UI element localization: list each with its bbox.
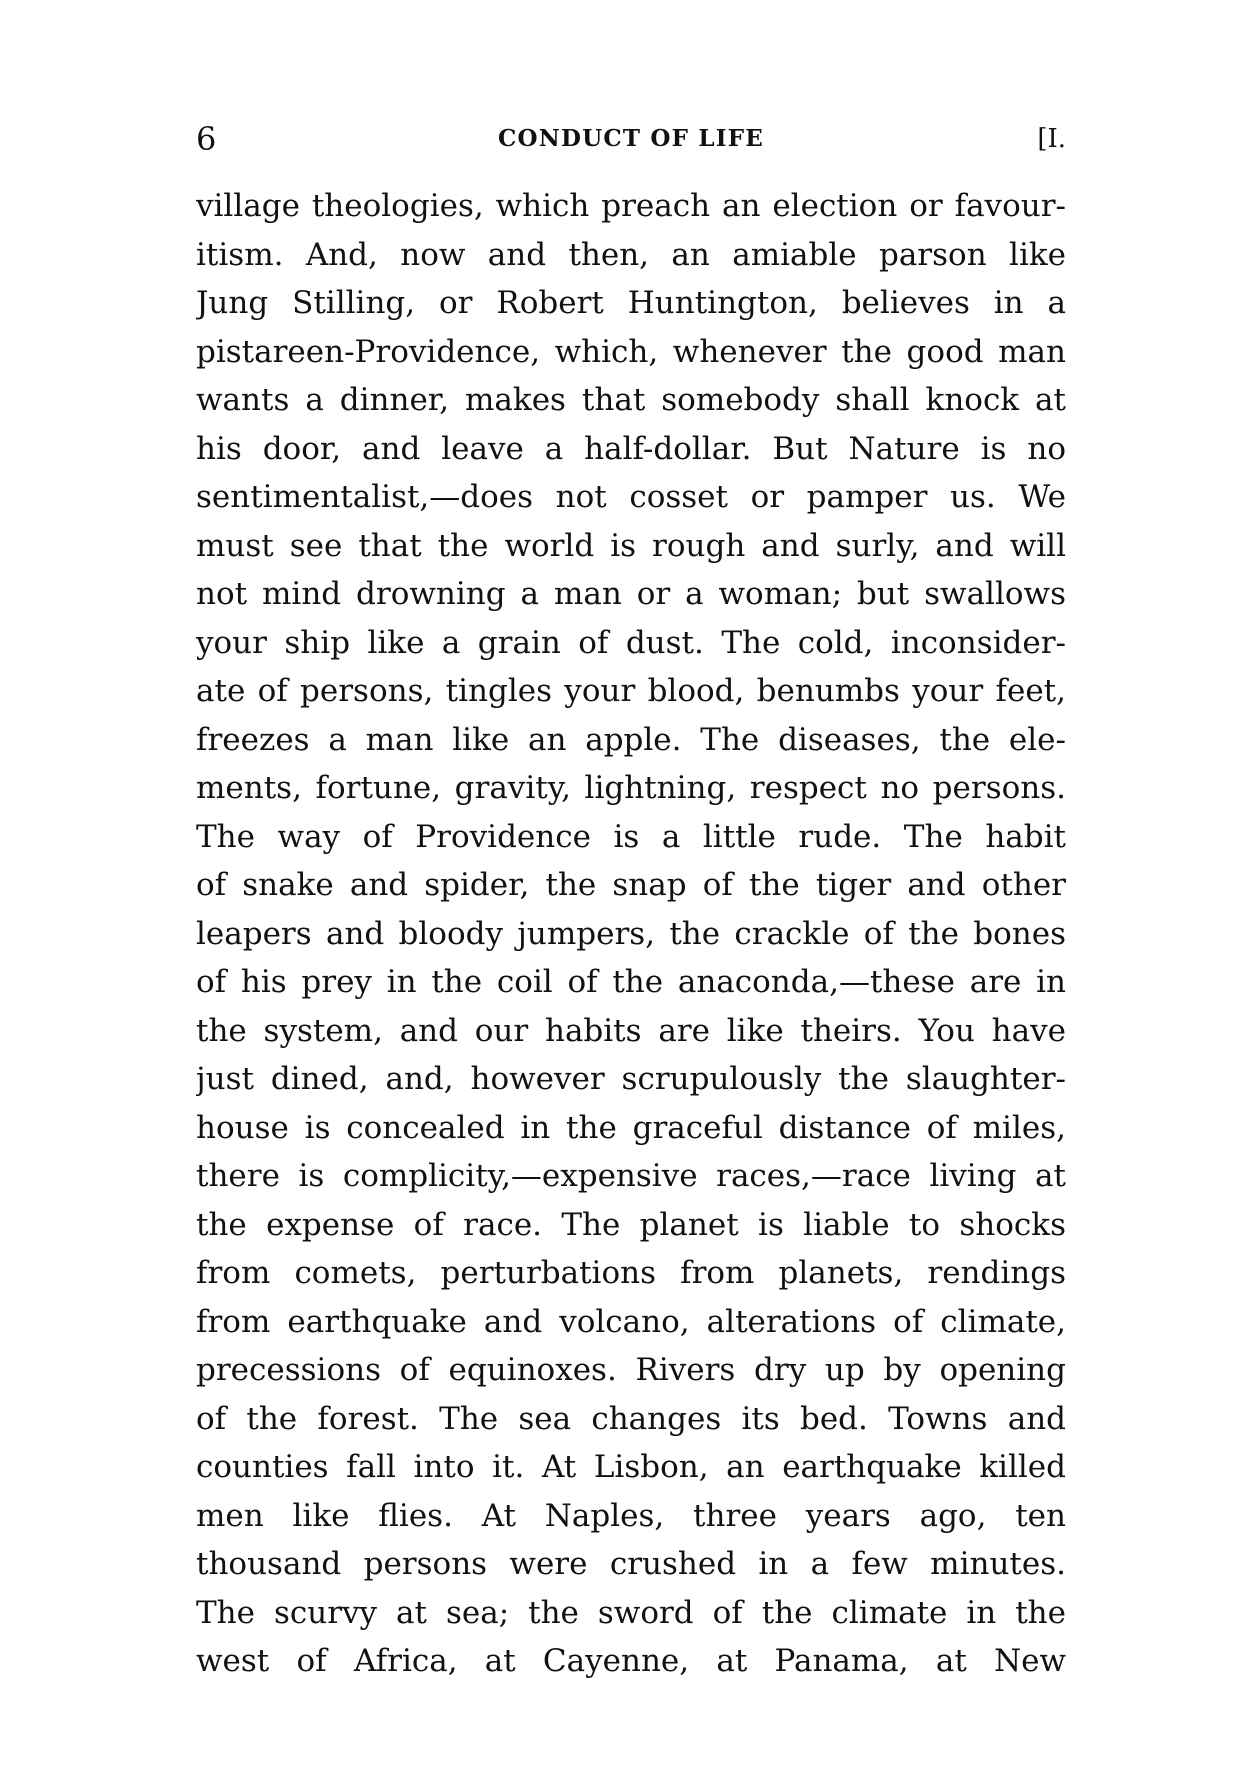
text-line: thousand persons were crushed in a few minutes. bbox=[196, 1546, 1066, 1582]
text-line: west of Africa, at Cayenne, at Panama, at New bbox=[196, 1643, 1066, 1679]
text-line: ate of persons, tingles your blood, benumbs your feet, bbox=[196, 673, 1066, 709]
text-line: from earthquake and volcano, alterations of climate, bbox=[196, 1303, 1066, 1340]
text-line: The scurvy at sea; the sword of the climate in the bbox=[196, 1594, 1066, 1631]
text-line: your ship like a grain of dust. The cold, inconsider- bbox=[196, 624, 1066, 661]
text-line: freezes a man like an apple. The diseases, the ele- bbox=[196, 721, 1066, 758]
text-line: from comets, perturbations from planets, rendings bbox=[196, 1255, 1066, 1291]
text-line: leapers and bloody jumpers, the crackle of the bones bbox=[196, 915, 1066, 952]
text-line: not mind drowning a man or a woman; but swallows bbox=[196, 576, 1066, 612]
text-line: just dined, and, however scrupulously the slaughter- bbox=[196, 1061, 1066, 1097]
running-title: CONDUCT OF LIFE bbox=[498, 125, 764, 152]
text-line: house is concealed in the graceful distance of miles, bbox=[196, 1109, 1066, 1146]
text-line: men like flies. At Naples, three years ago, ten bbox=[196, 1497, 1066, 1534]
text-line: sentimentalist,—does not cosset or pamper us. We bbox=[196, 479, 1066, 515]
page-number: 6 bbox=[196, 120, 217, 158]
text-line: ments, fortune, gravity, lightning, respect no persons. bbox=[196, 770, 1066, 806]
text-line: must see that the world is rough and surly, and will bbox=[196, 527, 1066, 564]
running-head bbox=[196, 118, 1066, 160]
text-line: wants a dinner, makes that somebody shall knock at bbox=[196, 382, 1066, 418]
text-line: his door, and leave a half-dollar. But Nature is no bbox=[196, 430, 1066, 467]
text-line: there is complicity,—expensive races,—race living at bbox=[196, 1158, 1066, 1194]
text-line: village theologies, which preach an election or favour- bbox=[196, 188, 1066, 224]
text-line: precessions of equinoxes. Rivers dry up by opening bbox=[196, 1352, 1066, 1388]
body-text bbox=[196, 182, 1066, 1686]
text-line: pistareen-Providence, which, whenever the good man bbox=[196, 333, 1066, 370]
text-line: counties fall into it. At Lisbon, an earthquake killed bbox=[196, 1449, 1066, 1485]
text-line: Jung Stilling, or Robert Huntington, believes in a bbox=[196, 285, 1066, 321]
text-line: of his prey in the coil of the anaconda,—these are in bbox=[196, 964, 1066, 1000]
text-line: of the forest. The sea changes its bed. Towns and bbox=[196, 1400, 1066, 1437]
section-mark: [I. bbox=[1037, 124, 1066, 154]
text-line: the expense of race. The planet is liable to shocks bbox=[196, 1206, 1066, 1243]
text-line: of snake and spider, the snap of the tiger and other bbox=[196, 867, 1066, 903]
text-line: itism. And, now and then, an amiable parson like bbox=[196, 236, 1066, 273]
text-line: the system, and our habits are like theirs. You have bbox=[196, 1012, 1066, 1049]
text-line: The way of Providence is a little rude. The habit bbox=[196, 818, 1066, 855]
